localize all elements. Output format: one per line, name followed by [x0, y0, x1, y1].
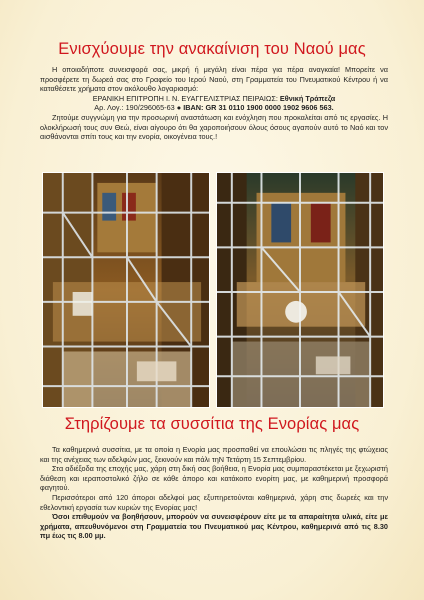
soup-kitchen-text — [40, 445, 388, 541]
church-scaffolding-photo-right — [216, 172, 384, 408]
account-name: ΕΡΑΝΙΚΗ ΕΠΙΤΡΟΠΗ Ι. Ν. ΕΥΑΓΓΕΛΙΣΤΡΙΑΣ ΠΕΙΡΑΙΩΣ: — [92, 93, 280, 103]
bank-account-line — [40, 94, 388, 104]
soup-kitchen-p1: Τα καθημερινά συσσίτια, με τα οποία η Ενορία μας προσπαθεί να επουλώσει τις πληγές της φτώχειας και της ανέχειας των αδελφών μας, ξεκινούν και πάλι τηΝ Τετάρτη 15 Σεπτεμβρίου. — [40, 445, 388, 464]
section-title-renovation: Ενισχύουμε την ανακαίνιση του Ναού μας — [58, 40, 366, 58]
renovation-intro: Η οποιαδήποτε συνεισφορά σας, μικρή ή μεγάλη είναι πέρα για πέρα αναγκαία! Μπορείτε να προσφέρετε τη δωρεά σας στο Γραφείο του Ιερού Ναού, στη Γραμματεία του Πνευματικού Κέντρου ή να καταθέσετε χρήματα στον ακόλουθο λογαριασμό: — [40, 65, 388, 94]
iban: IBAN: GR 31 0110 1900 0000 1902 9606 563. — [183, 103, 334, 113]
renovation-text — [40, 65, 388, 142]
iban-line — [40, 103, 388, 113]
church-scaffolding-photo-left — [42, 172, 210, 408]
section-title-soup-kitchen: Στηρίζουμε τα συσσίτια της Ενορίας μας — [64, 415, 360, 433]
renovation-closing: Ζητούμε συγγνώμη για την προσωρινή αναστάτωση και ενόχληση που προκαλείται από τις εργασίες. Η ολοκλήρωσή τους συν Θεώ, είναι αίγουρο ότι θα χαροποιήσουν όλους όσους αγαπούν αυτό το Ναό και τον αισθάνονται σπίτι τους και την ενορία, οικογένεια τους.! — [40, 112, 388, 142]
soup-kitchen-p2: Στα αδιέξοδα της εποχής μας, χάρη στη δική σας βοήθεια, η Ενορία μας συμπαραστέκεται με ξεχωριστή διάθεση και ιεραποστολικό ζήλο σε κάθε άπορο και κατάκοιτο ενορίτη μας, με καθημερινή προσφορά φαγητού. — [40, 464, 388, 493]
bank-name: Εθνική Τράπεζα — [279, 93, 336, 103]
account-number: Αρ. Λογ.: 190/296065-63 ● — [94, 103, 184, 113]
soup-kitchen-p4: Όσοι επιθυμούν να βοηθήσουν, μπορούν να συνεισφέρουν είτε με τα απαραίτητα υλικά, είτε με χρήματα, απευθυνόμενοι στη Γραμματεία του Πνευματικού μας Κέντρου, καθημερινά από τις 8.30 πμ έως τις 8.00 μμ. — [40, 512, 388, 541]
soup-kitchen-p3: Περισσότεροι από 120 άποροι αδελφοί μας εξυπηρετούνται καθημερινά, χάρη στις δωρεές και την εθελοντική εργασία των κυριών της Ενορίας μας! — [40, 492, 388, 512]
